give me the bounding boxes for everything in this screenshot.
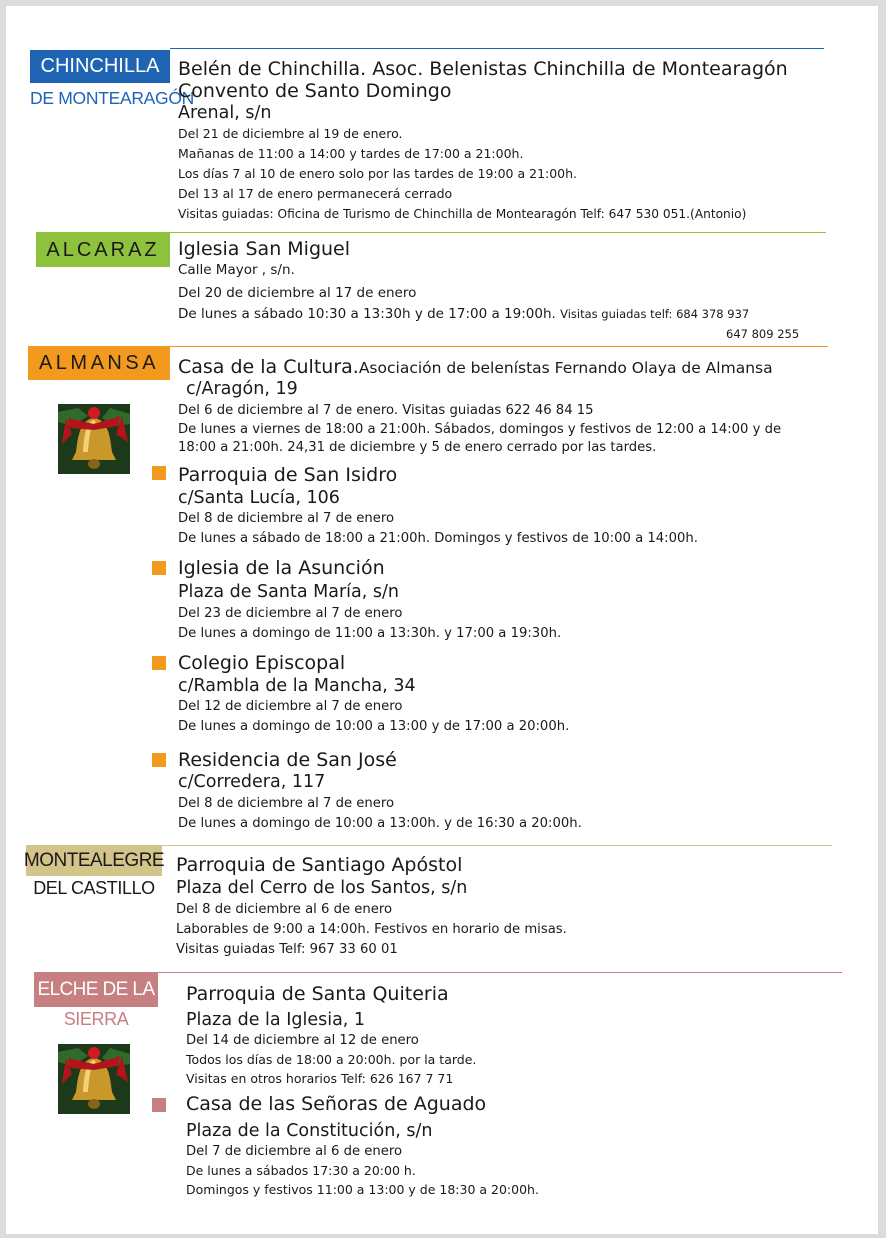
almansa-item-1-dates: Del 8 de diciembre al 7 de enero <box>178 511 395 526</box>
chinchilla-note-1: Los días 7 al 10 de enero solo por las tardes de 19:00 a 21:00h. <box>178 166 578 181</box>
christmas-bell-icon <box>58 404 130 474</box>
almansa-association: Asociación de belenístas Fernando Olaya de Almansa <box>358 359 773 377</box>
montealegre-subtitle: DEL CASTILLO <box>33 878 155 898</box>
almansa-bullet-1 <box>152 466 166 480</box>
almansa-bullet-2 <box>152 561 166 575</box>
almansa-dates: Del 6 de diciembre al 7 de enero. Visitas guiadas 622 46 84 15 <box>178 403 594 418</box>
montealegre-address: Plaza del Cerro de los Santos, s/n <box>176 878 468 898</box>
elche-subtitle: SIERRA <box>63 1009 129 1029</box>
page <box>6 6 878 1234</box>
almansa-badge <box>28 347 170 380</box>
almansa-item-4-title: Residencia de San José <box>178 749 397 771</box>
almansa-item-2-address: Plaza de Santa María, s/n <box>178 582 399 602</box>
montealegre-badge-text: MONTEALEGRE <box>23 850 165 871</box>
alcaraz-dates: Del 20 de diciembre al 17 de enero <box>178 285 417 301</box>
almansa-item-3-title: Colegio Episcopal <box>178 652 346 674</box>
alcaraz-phone-1: Visitas guiadas telf: 684 378 937 <box>560 307 750 321</box>
almansa-item-2-title: Iglesia de la Asunción <box>178 557 385 579</box>
almansa-item-4-hours: De lunes a domingo de 10:00 a 13:00h. y de 16:30 a 20:00h. <box>178 816 582 831</box>
almansa-item-1-title: Parroquia de San Isidro <box>178 464 398 486</box>
almansa-hours-2: 18:00 a 21:00h. 24,31 de diciembre y 5 de enero cerrado por las tardes. <box>178 440 657 455</box>
christmas-bell-icon <box>58 1044 130 1114</box>
almansa-item-1-hours: De lunes a sábado de 18:00 a 21:00h. Domingos y festivos de 10:00 a 14:00h. <box>178 531 698 546</box>
elche-badge-text: ELCHE DE LA <box>37 979 155 1000</box>
chinchilla-guided-visits: Visitas guiadas: Oficina de Turismo de Chinchilla de Montearagón Telf: 647 530 051.(Antonio) <box>178 207 747 221</box>
elche-item-1-address: Plaza de la Constitución, s/n <box>186 1121 433 1141</box>
montealegre-hours: Laborables de 9:00 a 14:00h. Festivos en horario de misas. <box>176 922 567 937</box>
chinchilla-badge <box>30 50 170 83</box>
almansa-item-3-hours: De lunes a domingo de 10:00 a 13:00 y de 17:00 a 20:00h. <box>178 719 570 734</box>
almansa-item-4-dates: Del 8 de diciembre al 7 de enero <box>178 796 395 811</box>
elche-other-visits: Visitas en otros horarios Telf: 626 167 7 71 <box>186 1071 454 1086</box>
almansa-title <box>178 356 773 379</box>
almansa-badge-text: ALMANSA <box>38 352 160 374</box>
alcaraz-badge <box>36 233 170 267</box>
alcaraz-phone-2: 647 809 255 <box>726 327 800 341</box>
almansa-bullet-4 <box>152 753 166 767</box>
chinchilla-title: Belén de Chinchilla. Asoc. Belenistas Chinchilla de Montearagón <box>178 58 788 80</box>
elche-address: Plaza de la Iglesia, 1 <box>186 1010 366 1030</box>
elche-bullet-1 <box>152 1098 166 1112</box>
chinchilla-dates: Del 21 de diciembre al 19 de enero. <box>178 126 403 141</box>
alcaraz-title: Iglesia San Miguel <box>178 238 351 260</box>
montealegre-guided-visits: Visitas guiadas Telf: 967 33 60 01 <box>176 942 398 957</box>
almansa-item-3-address: c/Rambla de la Mancha, 34 <box>178 676 416 696</box>
almansa-item-2-dates: Del 23 de diciembre al 7 de enero <box>178 606 403 621</box>
chinchilla-subtitle: DE MONTEARAGÓN <box>30 88 195 108</box>
almansa-hours-1: De lunes a viernes de 18:00 a 21:00h. Sábados, domingos y festivos de 12:00 a 14:00 y de <box>178 422 782 437</box>
almansa-item-4-address: c/Corredera, 117 <box>178 772 326 792</box>
elche-item-1-hours-1: De lunes a sábados 17:30 a 20:00 h. <box>186 1163 416 1178</box>
montealegre-badge <box>23 846 165 876</box>
chinchilla-rule <box>170 48 824 49</box>
almansa-item-2-hours: De lunes a domingo de 11:00 a 13:30h. y 17:00 a 19:30h. <box>178 626 562 641</box>
almansa-item-3-dates: Del 12 de diciembre al 7 de enero <box>178 699 403 714</box>
elche-item-1-hours-2: Domingos y festivos 11:00 a 13:00 y de 18:30 a 20:00h. <box>186 1182 539 1197</box>
almansa-venue: Casa de la Cultura. <box>178 356 359 378</box>
almansa-address: c/Aragón, 19 <box>186 379 298 399</box>
elche-hours: Todos los días de 18:00 a 20:00h. por la tarde. <box>186 1052 477 1067</box>
elche-item-1-dates: Del 7 de diciembre al 6 de enero <box>186 1144 403 1159</box>
chinchilla-address: Arenal, s/n <box>178 103 272 123</box>
elche-dates: Del 14 de diciembre al 12 de enero <box>186 1033 419 1048</box>
montealegre-dates: Del 8 de diciembre al 6 de enero <box>176 902 393 917</box>
elche-title: Parroquia de Santa Quiteria <box>186 983 449 1005</box>
almansa-bullet-3 <box>152 656 166 670</box>
chinchilla-venue: Convento de Santo Domingo <box>178 80 452 102</box>
elche-item-1-title: Casa de las Señoras de Aguado <box>186 1093 487 1115</box>
almansa-item-1-address: c/Santa Lucía, 106 <box>178 488 340 508</box>
alcaraz-hours-text: De lunes a sábado 10:30 a 13:30h y de 17:00 a 19:00h. <box>178 306 556 322</box>
alcaraz-badge-text: ALCARAZ <box>46 238 160 261</box>
chinchilla-badge-text: CHINCHILLA <box>40 55 160 77</box>
chinchilla-note-2: Del 13 al 17 de enero permanecerá cerrado <box>178 186 453 201</box>
alcaraz-hours <box>178 306 749 322</box>
chinchilla-hours: Mañanas de 11:00 a 14:00 y tardes de 17:00 a 21:00h. <box>178 146 524 161</box>
alcaraz-address: Calle Mayor , s/n. <box>178 262 295 278</box>
montealegre-title: Parroquia de Santiago Apóstol <box>176 854 463 876</box>
elche-badge <box>34 973 158 1007</box>
